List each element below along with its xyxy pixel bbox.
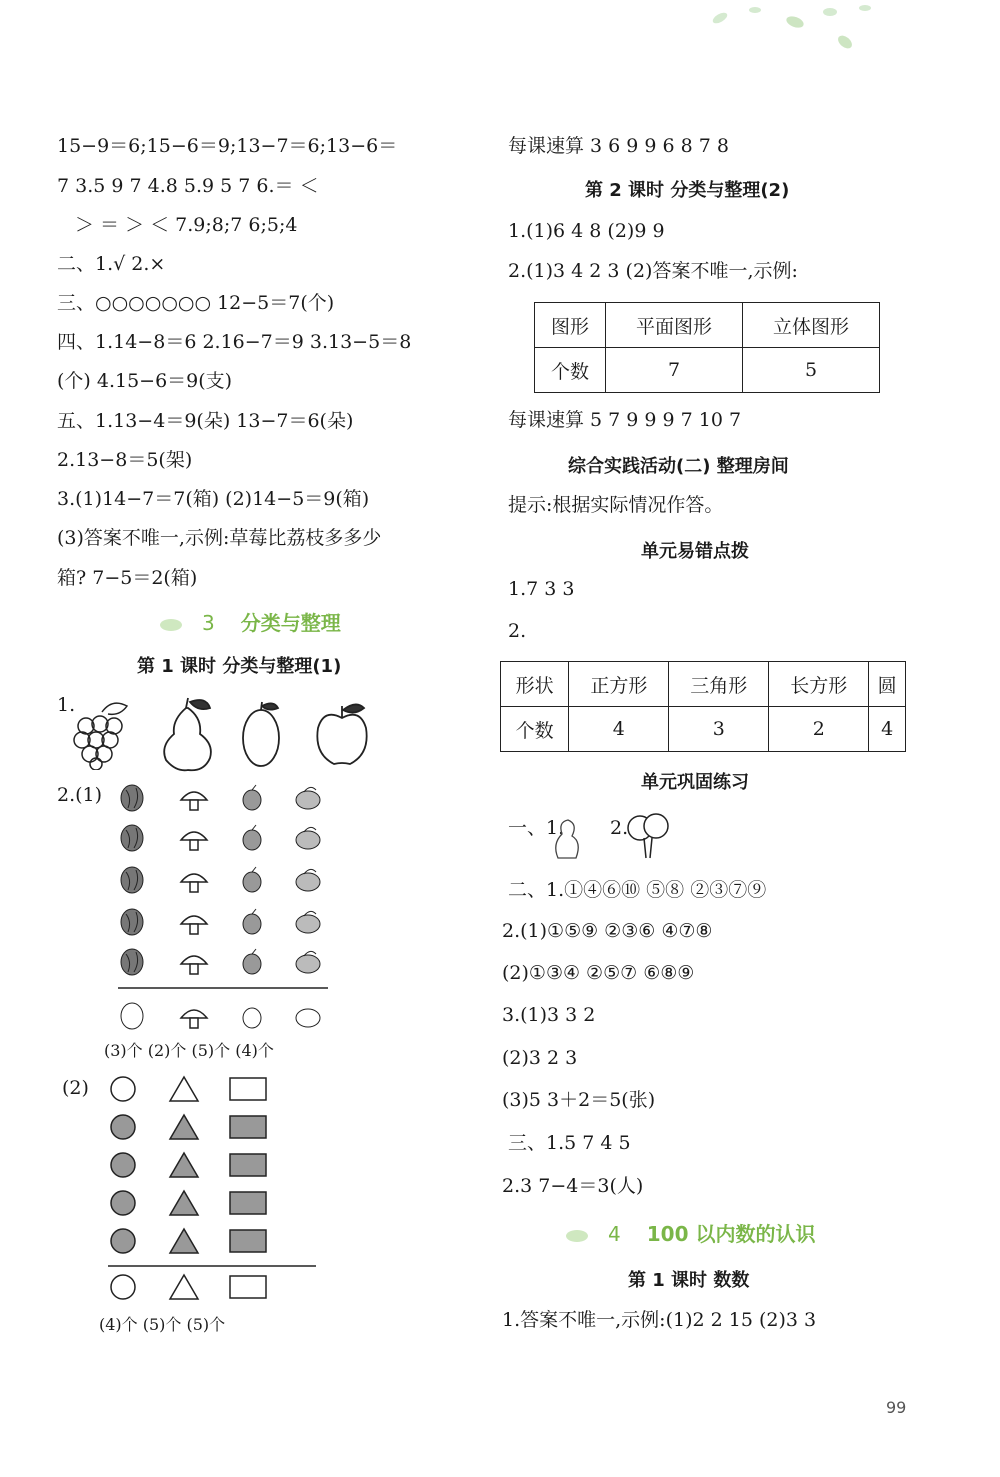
page-number: 99 [886,1398,907,1417]
table-cell: 图形 [535,303,606,348]
table-cell: 圆 [869,662,906,707]
r1-a: 一、1. [508,817,565,839]
table-cell: 正方形 [569,662,669,707]
table-row [501,662,906,707]
unit4-heading: 4 100 以内数的认识 [566,1218,815,1247]
mistakes-title: 单元易错点拨 [641,541,749,562]
left-line-1: 15−9＝6;15−6＝9;13−7＝6;13−6＝ [57,135,398,157]
table-cell: 立体图形 [743,303,880,348]
left-line-8: 五、1.13−4＝9(朵) 13−7＝6(朵) [57,410,354,432]
shape-count-table [500,661,906,752]
mango-icon [238,700,284,770]
l2-q2: 2.(1)3 4 2 3 (2)答案不唯一,示例: [508,260,798,282]
speed-calc-2: 每课速算 5 7 9 9 9 7 10 7 [508,409,742,431]
left-line-10: 3.(1)14−7＝7(箱) (2)14−5＝9(箱) [57,488,370,510]
q2-counts: (3)个 (2)个 (5)个 (4)个 [104,1041,274,1060]
lesson2-title: 第 2 课时 分类与整理(2) [585,180,790,201]
review-line-4: 3.(1)3 3 2 [502,1004,596,1026]
q2b-label: (2) [62,1077,89,1099]
sorted-objects-picture-icon [110,776,340,1038]
left-line-11: (3)答案不唯一,示例:草莓比荔枝多多少 [57,527,382,549]
review-line-3: (2)①③④ ②⑤⑦ ⑥⑧⑨ [502,962,695,984]
shape-category-table [534,302,880,393]
left-line-2: 7 3.5 9 7 4.8 5.9 5 7 6.＝ ＜ [57,175,319,197]
review-title: 单元巩固练习 [641,772,749,793]
lesson1-title: 第 1 课时 分类与整理(1) [137,656,342,677]
review-line-5: (2)3 2 3 [502,1047,578,1069]
left-line-4: 二、1.√ 2.× [57,253,166,275]
left-line-6: 四、1.14−8＝6 2.16−7＝9 3.13−5＝8 [57,331,412,353]
table-row [535,348,880,393]
pear-icon [158,694,216,772]
l2-q1: 1.(1)6 4 8 (2)9 9 [508,220,665,242]
table-row [535,303,880,348]
unit4-lesson1-title: 第 1 课时 数数 [628,1270,750,1291]
table-cell: 平面图形 [606,303,743,348]
table-cell: 形状 [501,662,569,707]
r1-b: 2. [610,817,629,839]
table-cell: 7 [606,348,743,393]
leaf-decoration-icon [700,0,900,60]
leaf-icon [566,1230,588,1242]
unit3-heading: 3 分类与整理 [160,607,341,636]
review-line-6: (3)5 3＋2＝5(张) [502,1089,656,1111]
table-cell: 长方形 [769,662,869,707]
speed-calc-1: 每课速算 3 6 9 9 6 8 7 8 [508,135,730,157]
left-line-5: 三、○○○○○○○ 12−5＝7(个) [57,292,335,314]
table-row [501,707,906,752]
squirrel-icon [548,814,588,862]
shapes-picture-icon [106,1072,336,1312]
apple-icon [312,700,372,768]
table-cell: 2 [769,707,869,752]
left-line-3: ＞ ＝ ＞ ＜ 7.9;8;7 6;5;4 [75,214,298,236]
m-q1: 1.7 3 3 [508,578,575,600]
left-line-9: 2.13−8＝5(架) [57,449,193,471]
m-q2: 2. [508,620,527,642]
review-line-8: 2.3 7−4＝3(人) [502,1175,644,1197]
table-cell: 3 [669,707,769,752]
table-cell: 5 [743,348,880,393]
activity-title: 综合实践活动(二) 整理房间 [568,456,789,477]
hint-text: 提示:根据实际情况作答。 [508,494,724,516]
review-line-7: 三、1.5 7 4 5 [508,1132,631,1154]
left-line-12: 箱? 7−5＝2(箱) [57,567,198,589]
grapes-icon [72,698,134,770]
tree-icon [624,810,672,860]
q2b-counts: (4)个 (5)个 (5)个 [99,1315,226,1334]
left-line-7: (个) 4.15−6＝9(支) [57,370,233,392]
review-line-1: 二、1.①④⑥⑩ ⑤⑧ ②③⑦⑨ [508,879,767,901]
review-line-2: 2.(1)①⑤⑨ ②③⑥ ④⑦⑧ [502,920,713,942]
table-cell: 个数 [535,348,606,393]
table-cell: 三角形 [669,662,769,707]
table-cell: 4 [569,707,669,752]
table-cell: 4 [869,707,906,752]
leaf-icon [160,619,182,631]
q1-label: 1. [57,694,76,716]
unit4-line-1: 1.答案不唯一,示例:(1)2 2 15 (2)3 3 [502,1309,817,1331]
q2-label: 2.(1) [57,784,103,806]
table-cell: 个数 [501,707,569,752]
